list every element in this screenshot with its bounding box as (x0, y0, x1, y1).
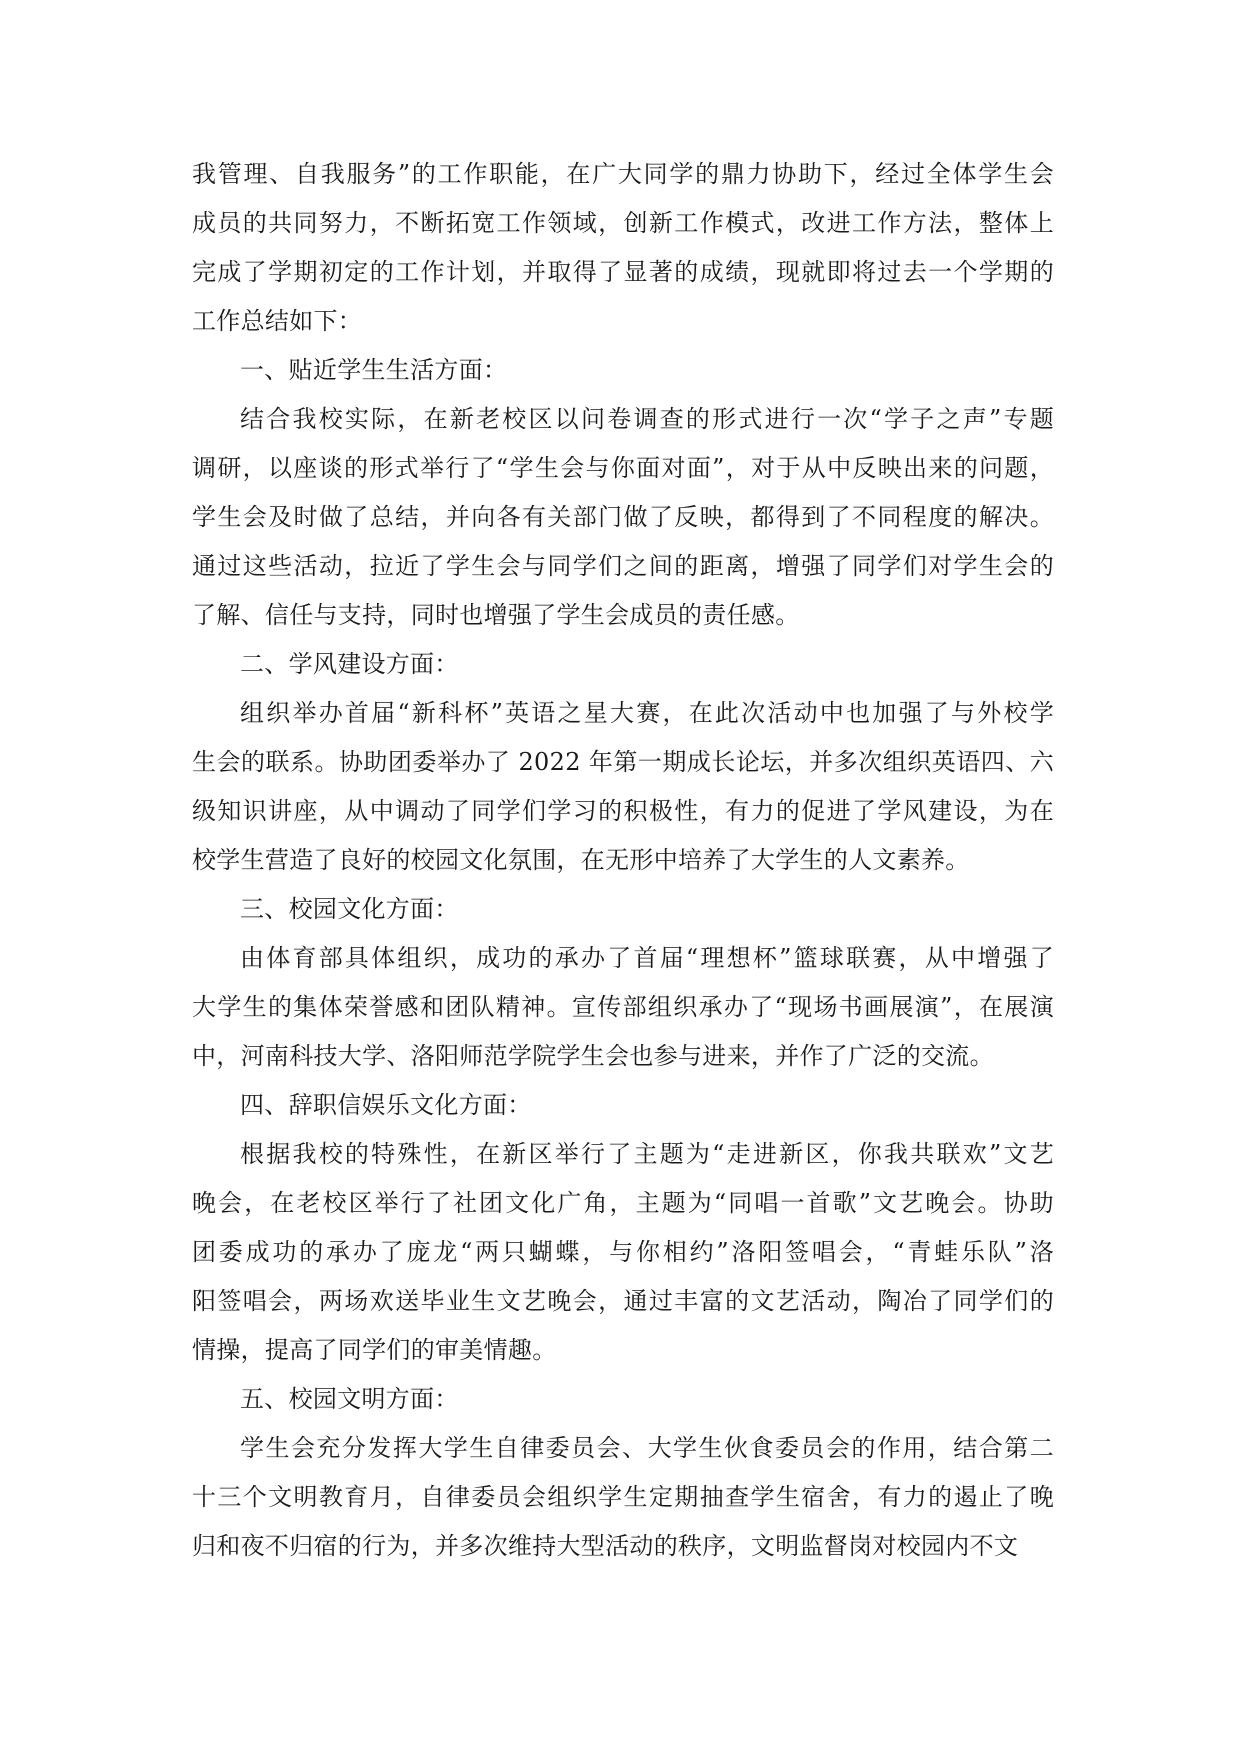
body-paragraph (192, 689, 1054, 885)
text-line: 中，河南科技大学、洛阳师范学院学生会也参与进来，并作了广泛的交流。 (192, 1042, 994, 1070)
body-paragraph (192, 1130, 1054, 1375)
text-line: 大学生的集体荣誉感和团队精神。宣传部组织承办了“现场书画展演”，在展演 (192, 993, 1054, 1021)
text-line: 调研，以座谈的形式举行了“学生会与你面对面”，对于从中反映出来的问题， (192, 454, 1054, 482)
text-line: 通过这些活动，拉近了学生会与同学们之间的距离，增强了同学们对学生会的 (192, 552, 1054, 580)
body-paragraph (192, 150, 1054, 346)
text-line: 三、校园文化方面： (240, 895, 459, 923)
text-line: 了解、信任与支持，同时也增强了学生会成员的责任感。 (192, 601, 800, 629)
section-heading (192, 885, 1054, 934)
section-heading (192, 1081, 1054, 1130)
text-line: 工作总结如下： (192, 307, 363, 335)
text-line: 校学生营造了良好的校园文化氛围，在无形中培养了大学生的人文素养。 (192, 846, 970, 874)
body-paragraph (192, 1424, 1054, 1571)
text-line: 情操，提高了同学们的审美情趣。 (192, 1336, 557, 1364)
section-heading (192, 346, 1054, 395)
text-line: 阳签唱会，两场欢送毕业生文艺晚会，通过丰富的文艺活动，陶冶了同学们的 (192, 1287, 1054, 1315)
text-line: 由体育部具体组织，成功的承办了首届“理想杯”篮球联赛，从中增强了 (240, 944, 1054, 972)
document-page (192, 150, 1054, 1571)
body-paragraph (192, 395, 1054, 640)
text-line: 组织举办首届“新科杯”英语之星大赛，在此次活动中也加强了与外校学 (240, 699, 1054, 727)
text-line: 团委成功的承办了庞龙“两只蝴蝶，与你相约”洛阳签唱会，“青蛙乐队”洛 (192, 1238, 1054, 1266)
text-line: 十三个文明教育月，自律委员会组织学生定期抽查学生宿舍，有力的遏止了晚 (192, 1483, 1054, 1511)
text-line: 一、贴近学生生活方面： (240, 356, 508, 384)
text-line: 四、辞职信娱乐文化方面： (240, 1091, 532, 1119)
text-line: 生会的联系。协助团委举办了 2022 年第一期成长论坛，并多次组织英语四、六 (192, 748, 1054, 776)
text-line: 晚会，在老校区举行了社团文化广角，主题为“同唱一首歌”文艺晚会。协助 (192, 1189, 1054, 1217)
text-line: 学生会及时做了总结，并向各有关部门做了反映，都得到了不同程度的解决。 (192, 503, 1054, 531)
text-line: 完成了学期初定的工作计划，并取得了显著的成绩，现就即将过去一个学期的 (192, 258, 1054, 286)
text-line: 五、校园文明方面： (240, 1385, 459, 1413)
text-line: 级知识讲座，从中调动了同学们学习的积极性，有力的促进了学风建设，为在 (192, 797, 1054, 825)
text-line: 归和夜不归宿的行为，并多次维持大型活动的秩序，文明监督岗对校园内不文 (192, 1532, 1019, 1560)
section-heading (192, 640, 1054, 689)
section-heading (192, 1375, 1054, 1424)
text-line: 结合我校实际，在新老校区以问卷调查的形式进行一次“学子之声”专题 (240, 405, 1054, 433)
body-paragraph (192, 934, 1054, 1081)
text-line: 根据我校的特殊性，在新区举行了主题为“走进新区，你我共联欢”文艺 (240, 1140, 1054, 1168)
text-line: 成员的共同努力，不断拓宽工作领域，创新工作模式，改进工作方法，整体上 (192, 209, 1054, 237)
text-line: 二、学风建设方面： (240, 650, 459, 678)
text-line: 学生会充分发挥大学生自律委员会、大学生伙食委员会的作用，结合第二 (240, 1434, 1054, 1462)
text-line: 我管理、自我服务”的工作职能，在广大同学的鼎力协助下，经过全体学生会 (192, 160, 1054, 188)
